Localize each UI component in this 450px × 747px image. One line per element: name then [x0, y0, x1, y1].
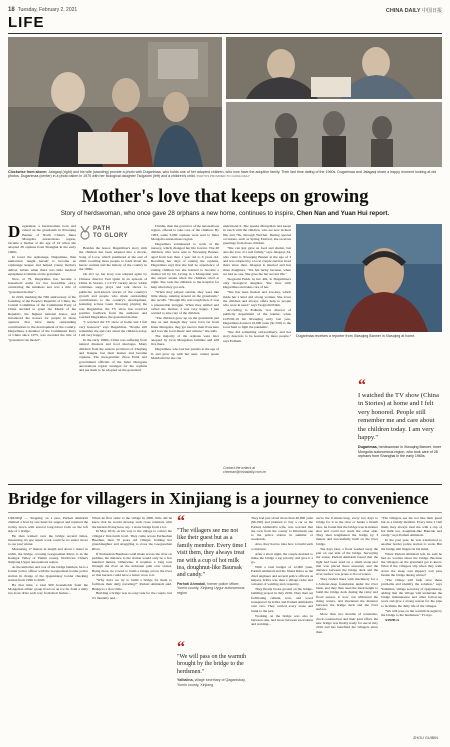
story2-paragraph: Working on the bridge was also in between rain, and snow between excavation and welding...	[251, 613, 313, 627]
story2-paragraph: They rushed there with machinery for a 1.3-meter-deep foundation under the river bank, and they then used the ideal height to build the bridge deck during the rainy and flood season. It now can withstand the rising waters, and shortened the distance between the bridge deck and the river surface.	[316, 577, 378, 612]
story2-rule	[8, 512, 442, 513]
story1-column-4	[223, 224, 291, 479]
quote-mark-icon: “	[177, 639, 185, 656]
medal-icon	[79, 226, 91, 240]
pull-quote-2-attribution	[177, 678, 247, 687]
caption-text: Jalagaqi (right) and his wife (standing) provide a photo with Dugarimaa, who holds one of her adopted children, who now have the adoptive family. Their last time dating of the 1960s. Dugarimaa and Jalagaqi share a happy moment looking at old photos. Dugarimaa (center) in a photo taken in 1970 with her biological daughter Tsogzomi (left) and a children's child.	[8, 170, 437, 179]
story2-paragraph: Building a bridge was no easy task for the couple, but it's mentally and...	[92, 591, 172, 600]
page-number-date	[8, 7, 77, 13]
story2-paragraph: URUMQI — Stepping on a pier, Parhati Ahmatali climbed a boat by one hand for support and repaired the trolley down with several long-travel bolts on the left side of a bridge.	[8, 516, 88, 533]
story1-paragraph: ugarimaa, a herdswoman born and raised on the grasslands in Xiwuqing Banner of North China's Inner Mongolia autonomous region, became a mother at the age of 19 when she adopted 28 orphans from Shanghai in the early 1960s.	[8, 224, 76, 254]
story2-paragraph: "The village will help save these problems and identify the solution," says Yalitalina, village secretary of Qagantokay, adding that the village will undertake the bridge maintenance and other follow-up work and give a strong reason for the pipe to facilitate the daily life of the villages.	[381, 577, 442, 608]
top-photo-caption	[8, 170, 442, 179]
story1-paragraph: Now, at 79, Dugarimaa has become a household name for her incredible story, celebrating the kindness and was a title of "grassland mother".	[8, 276, 76, 294]
story1-paragraph: "She has been modest and low-key, which made her a kind and strong woman. She loves the children and always offers help to people who were in need," says Tsogzomi Enkh.	[223, 290, 291, 308]
story2-paragraph: When he first came to the village in 2000, little did he know that he would develop such close relations with the herders living here, say, 1 stone bridge from a lot.	[92, 516, 172, 529]
photo-dugarimaa	[296, 224, 442, 332]
side-label-glory: TO GLORY	[93, 233, 129, 239]
pull-quote-2-name: Yalitalina,	[177, 678, 194, 683]
story2-paragraph: By that time, a total 900 households from the Mongolian ethnic group lived on an ice far from a daily two-hour drive each way from their homes...	[8, 582, 88, 596]
story2-column-4	[316, 516, 378, 736]
story2-column-1	[8, 516, 88, 736]
story2-paragraph: curve the U-meter-long, every two days to bridge for it as the river or banks a month later, he found that the bridge was in mature shot and could not reach the other side. They then lengthened the bridge by 3 meters and successfully built on the river bridge.	[316, 516, 378, 546]
story2-paragraph: In May 2016, on his way to the village to collect the villagers' first-batch bowl. They came across Eerhuohan Buerhun, then 70 years old villager, holding her granddaughter and struggling to cross the Gaoguozhan River.	[92, 529, 172, 551]
story1-paragraph: On Oct 12, her story was adapted again by Chinese director Tsui Quan in an episode of China In Stories, a CCTV variety show, which combines stage plays and talk shows to publicize well-known stories of the country's growth and people who made outstanding contributions to the country's development, featuring actress Guan Xiaotong playing the role Dugarimaa, the TV show has received positive feedback from the audience and touched Dugarimaa, the grassland mother.	[79, 272, 147, 320]
pull-quote-2	[177, 639, 247, 687]
quote-mark-icon: “	[177, 513, 185, 530]
story2-column-5	[381, 516, 442, 736]
paper-name	[386, 7, 442, 14]
story1-paragraph: The majority of the orphans were later adopted by local Mongolian families and still live there.	[151, 333, 219, 347]
story2-paragraph: If Eerhuohan Buerhun could make across the river on peddles, the distance to the station would only be a few hundred meters. Otherwise, it requires a long tour through the river on the unbeaten path over stones. Being there, he vowed to build a bridge across the river so that herders could have a better cross to it.	[92, 551, 172, 578]
paper-title: CHINA DAILY	[385, 7, 421, 14]
photo-archive-1970	[226, 102, 442, 167]
story2-paragraph: Also, they had no idea how to build such a structure.	[251, 542, 313, 551]
story1-headline: Mother's love that keeps on growing	[81, 187, 369, 207]
photo-family	[8, 37, 222, 167]
story2-paragraph: Measuring 17 meters in length and about 1 meter in width, the bridge, crossing Gaoguozhan River, is in the Kashgar Valley of Yumin county, Northwest China's Xinjiang Uygur autonomous region.	[8, 547, 88, 565]
story2-paragraph: In the past year, he was transferred to another border police station to work. But the bridge still lingers in his mind.	[381, 538, 442, 551]
pull-quote-2-text: "We will pass on the warmth brought by the bridge to the herdsmen."	[177, 654, 247, 675]
story1-column-1	[8, 224, 76, 479]
story1-paragraph: "She did something extraordinary, and her story deserves to be learned by more people," says Erdhem.	[223, 330, 291, 343]
story1-column-3	[151, 224, 219, 479]
story2-column-2	[92, 516, 172, 736]
box-quote-text: I watched the TV show (China in Stories) at home and I felt very honored. People still remember me and care about the children today. I am very happy."	[358, 392, 439, 442]
story1-paragraph: "When they played outside, they were like little sheep, running around on the grasslands," she recalls. "Though life was tough then, it was a pleasurable struggle. When they smiled and called me mother, I was very happy. I just wanted to take care of the children.	[151, 289, 219, 316]
photo-dugarimaa-image	[296, 224, 442, 332]
story1-contact: Contact the writers at chennan@chinadaily.com.cn	[223, 466, 267, 474]
page-header	[8, 6, 442, 14]
story-divider	[8, 484, 442, 485]
story2-paragraph: With a total budget of 12,000 yuan, Parhati Ahmatali and his friend Kibra as the chief engineer and several police officers as helpers. Kibra was then a village cadre and a master of welding and carpentry.	[251, 565, 313, 587]
paper-title-chinese: 中国日报	[421, 7, 442, 14]
box-quote-role: herdswoman in Xiwuqing Banner, Inner Mongolia autonomous region, who took care of 28 orphans from Shanghai in the early 1960s	[358, 445, 442, 459]
story2-paragraph: When Parhati Ahmatali left, he said he had no worries about the bridge. Because the villagers on the grassland got to know. What if the villagers slip when they walk down the steep and slippery soil pass beside the bridge during winter?	[381, 551, 442, 578]
story2-paragraph: After a short night, the couple decided to make the bridge a top priority and give it a go.	[251, 551, 313, 565]
story1-paragraph: Dugarimaa volunteered to work at the nursery, which changed her life forever. The 28 children, who were sent to Xiwuqing Banner, aged from less than 1 year old to 6 years old. Recalling her days of raising the orphans, Dugarimaa says that she had no experience of raising children but she learned to become a mother bit by bit. Living in a Mongolian yurt, she stayed awake when the children cried at night. She took the children to the hospital for help when they got sick.	[151, 241, 219, 289]
photo-old-pictures	[226, 37, 442, 99]
section-rule	[8, 33, 442, 34]
story1-paragraph: "I watched the TV show at home and I felt very honored," says Dugarimaa. "People still remember me and care about the children today. I am very happy."	[79, 320, 147, 338]
story1-byline: Chen Nan and Yuan Hui report.	[296, 210, 390, 217]
pull-quote-1	[177, 513, 247, 595]
section-title: LIFE	[8, 14, 45, 31]
right-photo-caption: Dugarimaa receives a reporter from Xiwuqing Banner in Xiwuqing at home.	[296, 334, 416, 338]
pull-quote-1-name: Parhati Ahmatali,	[177, 581, 207, 586]
story1-paragraph: According to Erdhem, vice director of publicity department of the banner, when COVID-19 hit Xiwuqing early last year, Dugarimaa donated 10,000 yuan ($1,550) to the local fund to fight the pandemic.	[223, 308, 291, 330]
story2-paragraph: "The villagers see me not like their guest but as a family member. Every time I visit them, they always treat me with a cup of hot milk tea, doughnut-like Baursak and candy," says Parhati Ahmatali.	[381, 516, 442, 538]
caption-credit: PHOTOS PROVIDED TO CHINA DAILY	[196, 174, 250, 179]
pull-quote-1-text: "The villagers see me not like their guest but as a family member. Every time I visit them, they always treat me with a cup of hot milk tea, doughnut-like Baursak and candy."	[177, 528, 247, 579]
issue-date: Tuesday, February 2, 2021	[17, 7, 78, 13]
story2-paragraph: "We will pass on the warmth brought by the bridge to the herdsmen," Yi says.	[381, 608, 442, 617]
story1-paragraph: Besides the honor, Dugarimaa's story with the children has been adapted into a movie, Song of Love, which premiered at the end of 2020, recalling more people to learn about the heroic woman and the history of the country in the 1960s.	[79, 246, 147, 272]
story1-paragraph: Tsogzomi Enkh, in her 40s, is Dugarimaa's only biological daughter. She lives with Dugarimaa and takes care of her.	[223, 276, 291, 290]
photo-family-image	[8, 37, 222, 167]
story1-paragraph: "The children grew up on the grasslands just like us and though they were born far from Inner Mongolia, they got used to their lives here and love the local music and culture," she adds.	[151, 316, 219, 333]
story1-paragraph: In 2019, marking the 70th anniversary of the founding of the People's Republic of China, the Central Committee of the Communist Party of China decided to grant the Medal of the Republic, the highest national honor, and introduced the honors for people in those quarters that have made outstanding contributions to the development of the country. Dugarimaa, a member of the Communist Party of China since 1975, was awarded the title of "grassland role model".	[8, 294, 76, 342]
page-number: 18	[8, 7, 15, 13]
box-quote-attribution	[358, 445, 442, 458]
story2-paragraph: At the initiative and cost of the bridge builders, he is a former police officer with the Gaoguozhan border police station in charge of the Qagantokay border checking station from 1996 to 2020.	[8, 565, 88, 582]
story2-column-3	[251, 516, 313, 736]
story1-column-2	[79, 246, 147, 479]
story1-deck	[8, 210, 442, 217]
story2-paragraph: More than two months of round-the-clock construction and their joint effort, the new bridge was finally ready for use in July 2016 and has benefited the villagers since then.	[316, 612, 378, 634]
pull-quote-1-attribution	[177, 582, 247, 595]
story1-paragraph: "She can just gave us food and shelter, but also the love of a real family," says Jalagaqi, 64, who came to Xiwuqing Banner at the age of 3 and was adopted by a local couple and has lived there since then. Jalagaqi is married and has three daughters. "We felt lucky because, when we had no one. She gave me her second life."	[223, 246, 291, 276]
story2-paragraph: Ten days later, a flood washed away the pier on one side of the bridge. Surveying the scene, Parhati Ahmatali found that the light had been used on a small stone pier that was placed there unsound, and the distance between the bridge deck and the river surface was prone to flood waters.	[316, 546, 378, 577]
pull-quote-1-role: former police officer, Yumin county, Xinjiang Uygur autonomous region	[177, 581, 245, 595]
story1-paragraph: understand it. She speaks Mongolian and keeps in touch with the children, who are now in their 60s and 70s, through WeChat. During special occasions, such as Spring Festival, she receives greetings from those children.	[223, 224, 291, 246]
photo-archive-1970-image	[226, 102, 442, 167]
story2-headline: Bridge for villagers in Xinjiang is a journey to convenience	[8, 489, 429, 508]
story2-agency: XINHUA	[385, 617, 400, 622]
story1-paragraph: Dugarimaa, who lost her parents at the age of 8, and grew up with her aunt, cannot speak Mandarin but she can	[151, 347, 219, 360]
box-quote	[358, 377, 442, 459]
side-label-path: PATH	[93, 226, 111, 232]
story2-paragraph: "Why don't we try to build a bridge for them to facilitate their daily traveling?" Parhati Ahmatali said. Bridge is a slow time.	[92, 577, 172, 591]
story1-paragraph: In tower the orphanage, Dugarimaa, then unmarried, taught herself to become an orphanage keeper and helped young mothers deliver babies when there was little medical equipment available on the grassland.	[8, 254, 76, 276]
story2-paragraph: He then walked over the bridge several times, measuring it's ape repair work could be no easier move to our past winter.	[8, 533, 88, 547]
story2-paragraph: They finally broke ground on the bridge-building project in July 2016, They then set facilitating cement, iron, and wood transported by Kibra and Parhati Ahmatali's own cars. They carried every stone and trunk to the plot.	[251, 587, 313, 613]
box-quote-name: Dugarimaa,	[358, 445, 378, 450]
pull-quote-2-role: village secretary of Qagantokay, Yumin county, Xinjiang	[177, 678, 246, 687]
photo-old-pictures-image	[226, 37, 442, 99]
story1-paragraph: Ulanhu, then the governor of the autonomous region, offered to take care of the children. By 1963, some 3,000 orphans were sent to Inner Mongolia autonomous region.	[151, 224, 219, 241]
story1-deck-text: Story of herdswoman, who once gave 28 orphans a new home, continues to inspire,	[60, 210, 295, 217]
page-footer: ZHOU GUIBIN	[413, 736, 438, 740]
quote-mark-icon: “	[358, 377, 366, 394]
dropcap: D	[8, 224, 21, 241]
story1-paragraph: In the early 1960s, China was suffering from natural disasters and food shortages. Many children from the eastern provinces of Zhejiang and Jiangsu lost their homes and became orphans. The then-premier Zhou Enlai and government officials of the Inner Mongolia autonomous region arranged for the orphans and put them to be adopted on the grassland.	[79, 338, 147, 373]
story2-paragraph: They had just saved more than 40,000 yuan ($6,190) and planned to buy a car as the Parhati Ahmatali's wife, was worried that the rock from the county to Kharisem one to the police station in summer or weekends.	[251, 516, 313, 542]
caption-lead: Clockwise from above:	[8, 170, 48, 174]
